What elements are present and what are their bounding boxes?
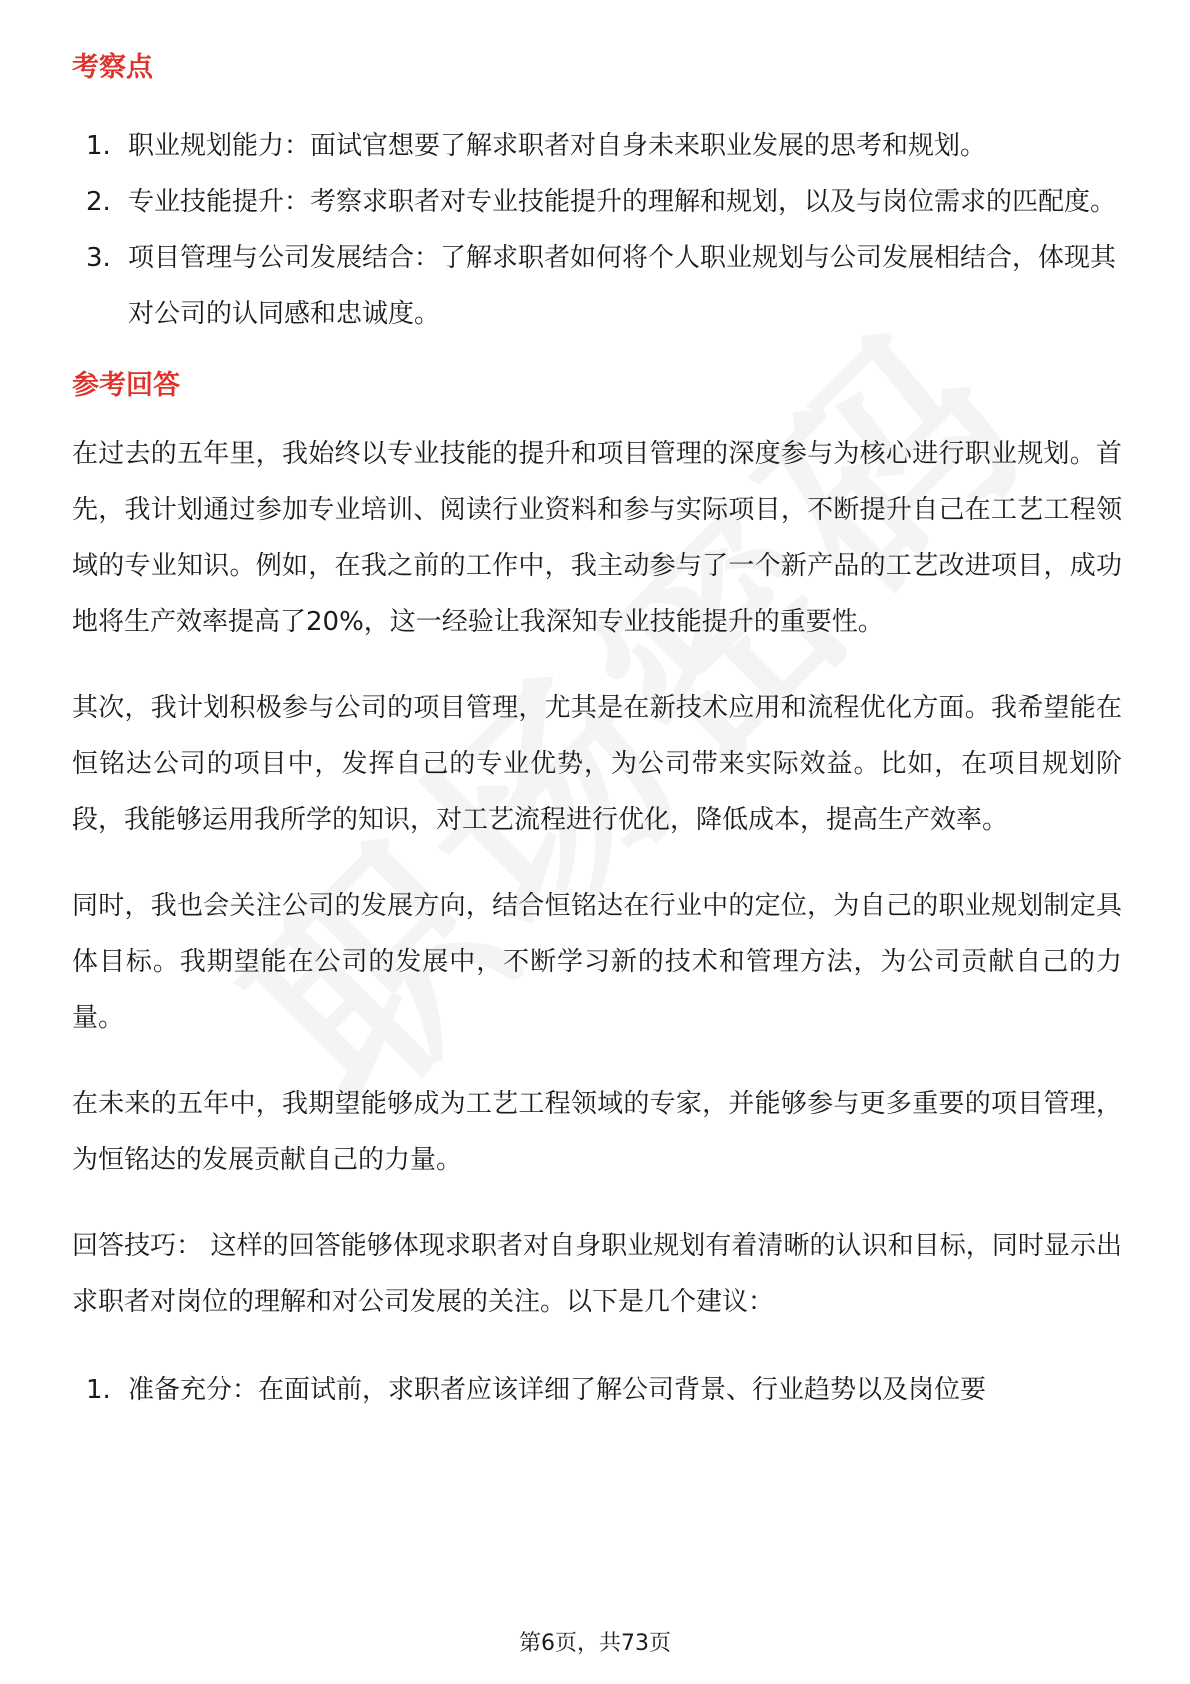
answer-tips-paragraph: 回答技巧： 这样的回答能够体现求职者对自身职业规划有着清晰的认识和目标，同时显示出求职者对岗位的理解和对公司发展的关注。以下是几个建议： [72, 1231, 1122, 1317]
answer-paragraph: 其次，我计划积极参与公司的项目管理，尤其是在新技术应用和流程优化方面。我希望能在恒铭达公司的项目中，发挥自己的专业优势，为公司带来实际效益。比如，在项目规划阶段，我能够运用我所学的知识，对工艺流程进行优化，降低成本，提高生产效率。 [72, 693, 1122, 835]
answer-paragraph: 在过去的五年里，我始终以专业技能的提升和项目管理的深度参与为核心进行职业规划。首先，我计划通过参加专业培训、阅读行业资料和参与实际项目，不断提升自己在工艺工程领域的专业知识。例如，在我之前的工作中，我主动参与了一个新产品的工艺改进项目，成功地将生产效率提高了20%，这一经验让我深知专业技能提升的重要性。 [72, 439, 1122, 637]
exam-points-list [72, 118, 1122, 342]
list-item [72, 230, 1122, 342]
list-item-text: 职业规划能力：面试官想要了解求职者对自身未来职业发展的思考和规划。 [128, 131, 987, 161]
list-item [72, 118, 1122, 174]
list-item-text: 项目管理与公司发展结合：了解求职者如何将个人职业规划与公司发展相结合，体现其对公司的认同感和忠诚度。 [128, 243, 1117, 329]
page-number: 第6页，共73页 [519, 1631, 671, 1656]
list-number: 1. [86, 1375, 111, 1405]
answer-paragraph: 在未来的五年中，我期望能够成为工艺工程领域的专家，并能够参与更多重要的项目管理，为恒铭达的发展贡献自己的力量。 [72, 1089, 1122, 1175]
list-number: 3. [86, 243, 111, 273]
tips-list [72, 1362, 1122, 1418]
answer-paragraph: 同时，我也会关注公司的发展方向，结合恒铭达在行业中的定位，为自己的职业规划制定具体目标。我期望能在公司的发展中，不断学习新的技术和管理方法，为公司贡献自己的力量。 [72, 891, 1122, 1033]
section-heading-reference-answer: 参考回答 [72, 370, 180, 401]
list-item-text: 准备充分：在面试前，求职者应该详细了解公司背景、行业趋势以及岗位要 [128, 1375, 987, 1405]
page-content [72, 48, 1122, 1418]
section-heading-exam-points: 考察点 [72, 52, 153, 83]
list-number: 1. [86, 131, 111, 161]
list-item [72, 174, 1122, 230]
list-item [72, 1362, 1122, 1418]
list-item-text: 专业技能提升：考察求职者对专业技能提升的理解和规划，以及与岗位需求的匹配度。 [128, 187, 1117, 217]
list-number: 2. [86, 187, 111, 217]
